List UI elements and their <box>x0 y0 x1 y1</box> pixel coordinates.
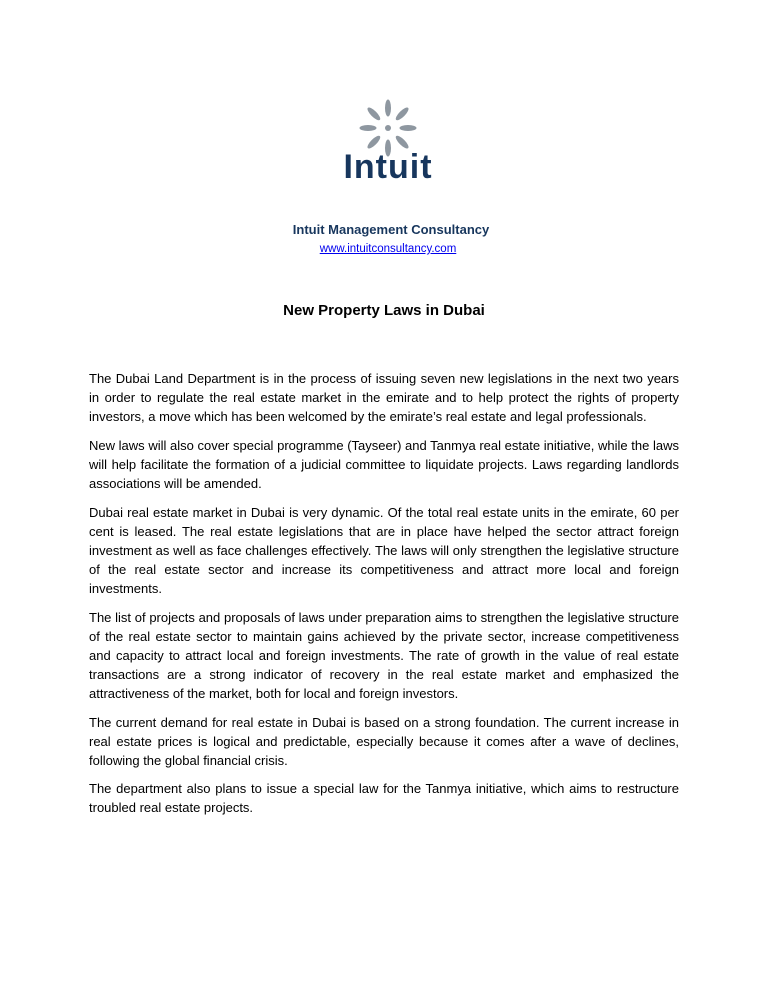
intuit-logo <box>312 92 464 186</box>
intuit-logo-graphic <box>312 92 464 186</box>
paragraph: New laws will also cover special programme (Tayseer) and Tanmya real estate initiative, while the laws will help facilitate the formation of a judicial committee to liquidate projects. Laws regarding landlords associations will be amended. <box>89 437 679 491</box>
company-header <box>0 222 768 255</box>
paragraph: The department also plans to issue a special law for the Tanmya initiative, which aims to restructure troubled real estate projects. <box>89 781 679 816</box>
document-title: New Property Laws in Dubai <box>283 302 485 319</box>
paragraph: Dubai real estate market in Dubai is very dynamic. Of the total real estate units in the emirate, 60 per cent is leased. The real estate legislations that are in place have helped the sector attract foreign investment as well as face challenges effectively. The laws will only strengthen the legislative structure of the real estate sector and increase its competitiveness and attract more local and foreign investments. <box>89 504 679 596</box>
paragraph: The list of projects and proposals of laws under preparation aims to strengthen the legislative structure of the real estate sector to maintain gains achieved by the private sector, increase competitiveness and capacity to attract local and foreign investments. The rate of growth in the value of real estate transactions are a strong indicator of recovery in the real estate market and emphasized the attractiveness of the market, both for local and foreign investors. <box>89 609 679 701</box>
company-website-link[interactable]: www.intuitconsultancy.com <box>319 243 457 255</box>
company-name: Intuit Management Consultancy <box>292 222 490 237</box>
logo-wordmark: Intuit <box>343 148 433 186</box>
paragraph: The Dubai Land Department is in the process of issuing seven new legislations in the next two years in order to regulate the real estate market in the emirate and to help protect the rights of property investors, a move which has been welcomed by the emirate’s real estate and legal professionals. <box>89 371 679 425</box>
article-body <box>89 369 679 827</box>
paragraph: The current demand for real estate in Dubai is based on a strong foundation. The current increase in real estate prices is logical and predictable, especially because it comes after a wave of declines, following the global financial crisis. <box>89 714 679 768</box>
